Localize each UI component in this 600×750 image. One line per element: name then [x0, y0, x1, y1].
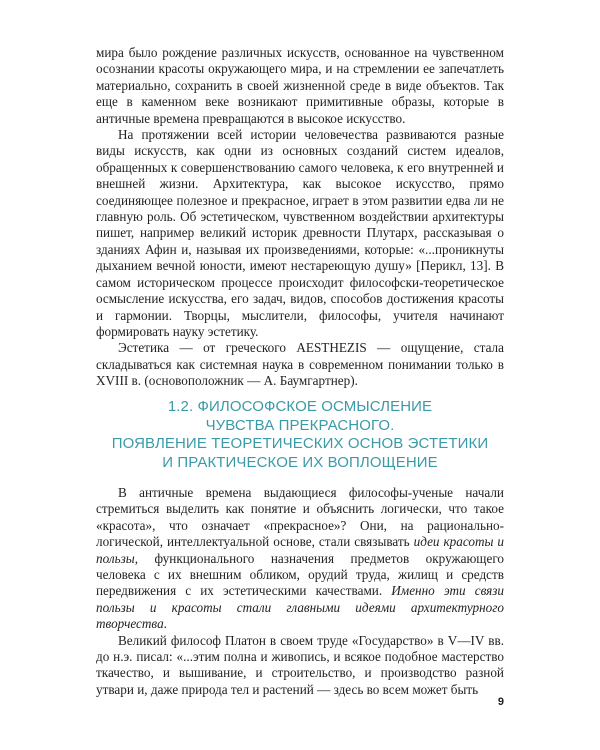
paragraph-plato: Великий философ Платон в своем труде «Государство» в V—IV вв. до н.э. писал: «...этим полна и живопись, и всякое подобное мастерство ткачество, и вышивание, и строительство, и производство разной утвари и, даже природа тел и растений — здесь во всем может быть [96, 632, 504, 697]
section-heading-line-2: ЧУВСТВА ПРЕКРАСНОГО. [205, 416, 395, 434]
paragraph-text: . [163, 616, 167, 632]
paragraph-history-of-arts: На протяжении всей истории человечества развиваются разные виды искусств, как одни из основных созданий систем идеалов, обращенных к совершенствованию самого человека, к его внутренней и внешней жизни. Архитектура, как высокое искусство, прямо соединяющее полезное и прекрасное, играет в этом развитии едва ли не главную роль. Об эстетическом, чувственном воздействии архитектуры пишет, например великий историк древности Плутарх, рассказывая о зданиях Афин и, называя их произведениями, которые: «...проникнуты дыханием вечной юности, имеют нестареющую душу» [Перикл, 13]. В самом историческом процессе происходит философски-теоретическое осмысление искусства, его задач, видов, способов достижения красоты и гармонии. Творцы, мыслители, философы, учителя начинают формировать науку эстетику. [96, 127, 504, 339]
paragraph-aesthetics-definition: Эстетика — от греческого AESTHEZIS — ощущение, стала складываться как системная наука в современном понимании только в XVIII в. (основоположник — А. Баумгартнер). [96, 340, 504, 389]
paragraph-text: , функционального назначения предметов окружающего человека с их внешним обликом, орудий труда, жилищ и средств передвижения с их эстетическими качествами. [96, 550, 504, 599]
section-heading [96, 398, 504, 472]
emphasis-main-ideas: Именно эти связи пользы и красоты стали главными идеями архитектурного творчества [96, 583, 504, 632]
section-heading-line-1: 1.2. ФИЛОСОФСКОЕ ОСМЫСЛЕНИЕ [167, 398, 433, 415]
emphasis-beauty-and-utility: идеи красоты и пользы [96, 534, 504, 566]
paragraph-ancient-philosophers [96, 485, 504, 633]
paragraph-text: В античные времена выдающиеся философы-ученые начали стремиться выделить как понятие и объяснить логически, что такое «красота», что означает «прекрасное»? Они, на рационально-логической, интеллектуальной основе, стали связывать [96, 485, 504, 550]
intro-text-block [96, 45, 504, 390]
section-heading-line-4: И ПРАКТИЧЕСКОЕ ИХ ВОПЛОЩЕНИЕ [162, 453, 438, 471]
section-text-block [96, 485, 504, 698]
section-heading-line-3: ПОЯВЛЕНИЕ ТЕОРЕТИЧЕСКИХ ОСНОВ ЭСТЕТИКИ [111, 435, 489, 452]
paragraph-continuation: мира было рождение различных искусств, основанное на чувственном осознании красоты окружающего мира, и на стремлении ее запечатлеть материально, сохранить в своей жизненной среде в виде объектов. Так еще в каменном веке возникают примитивные образы, которые в античные времена превращаются в высокое искусство. [96, 45, 504, 126]
page-number: 9 [497, 696, 504, 708]
